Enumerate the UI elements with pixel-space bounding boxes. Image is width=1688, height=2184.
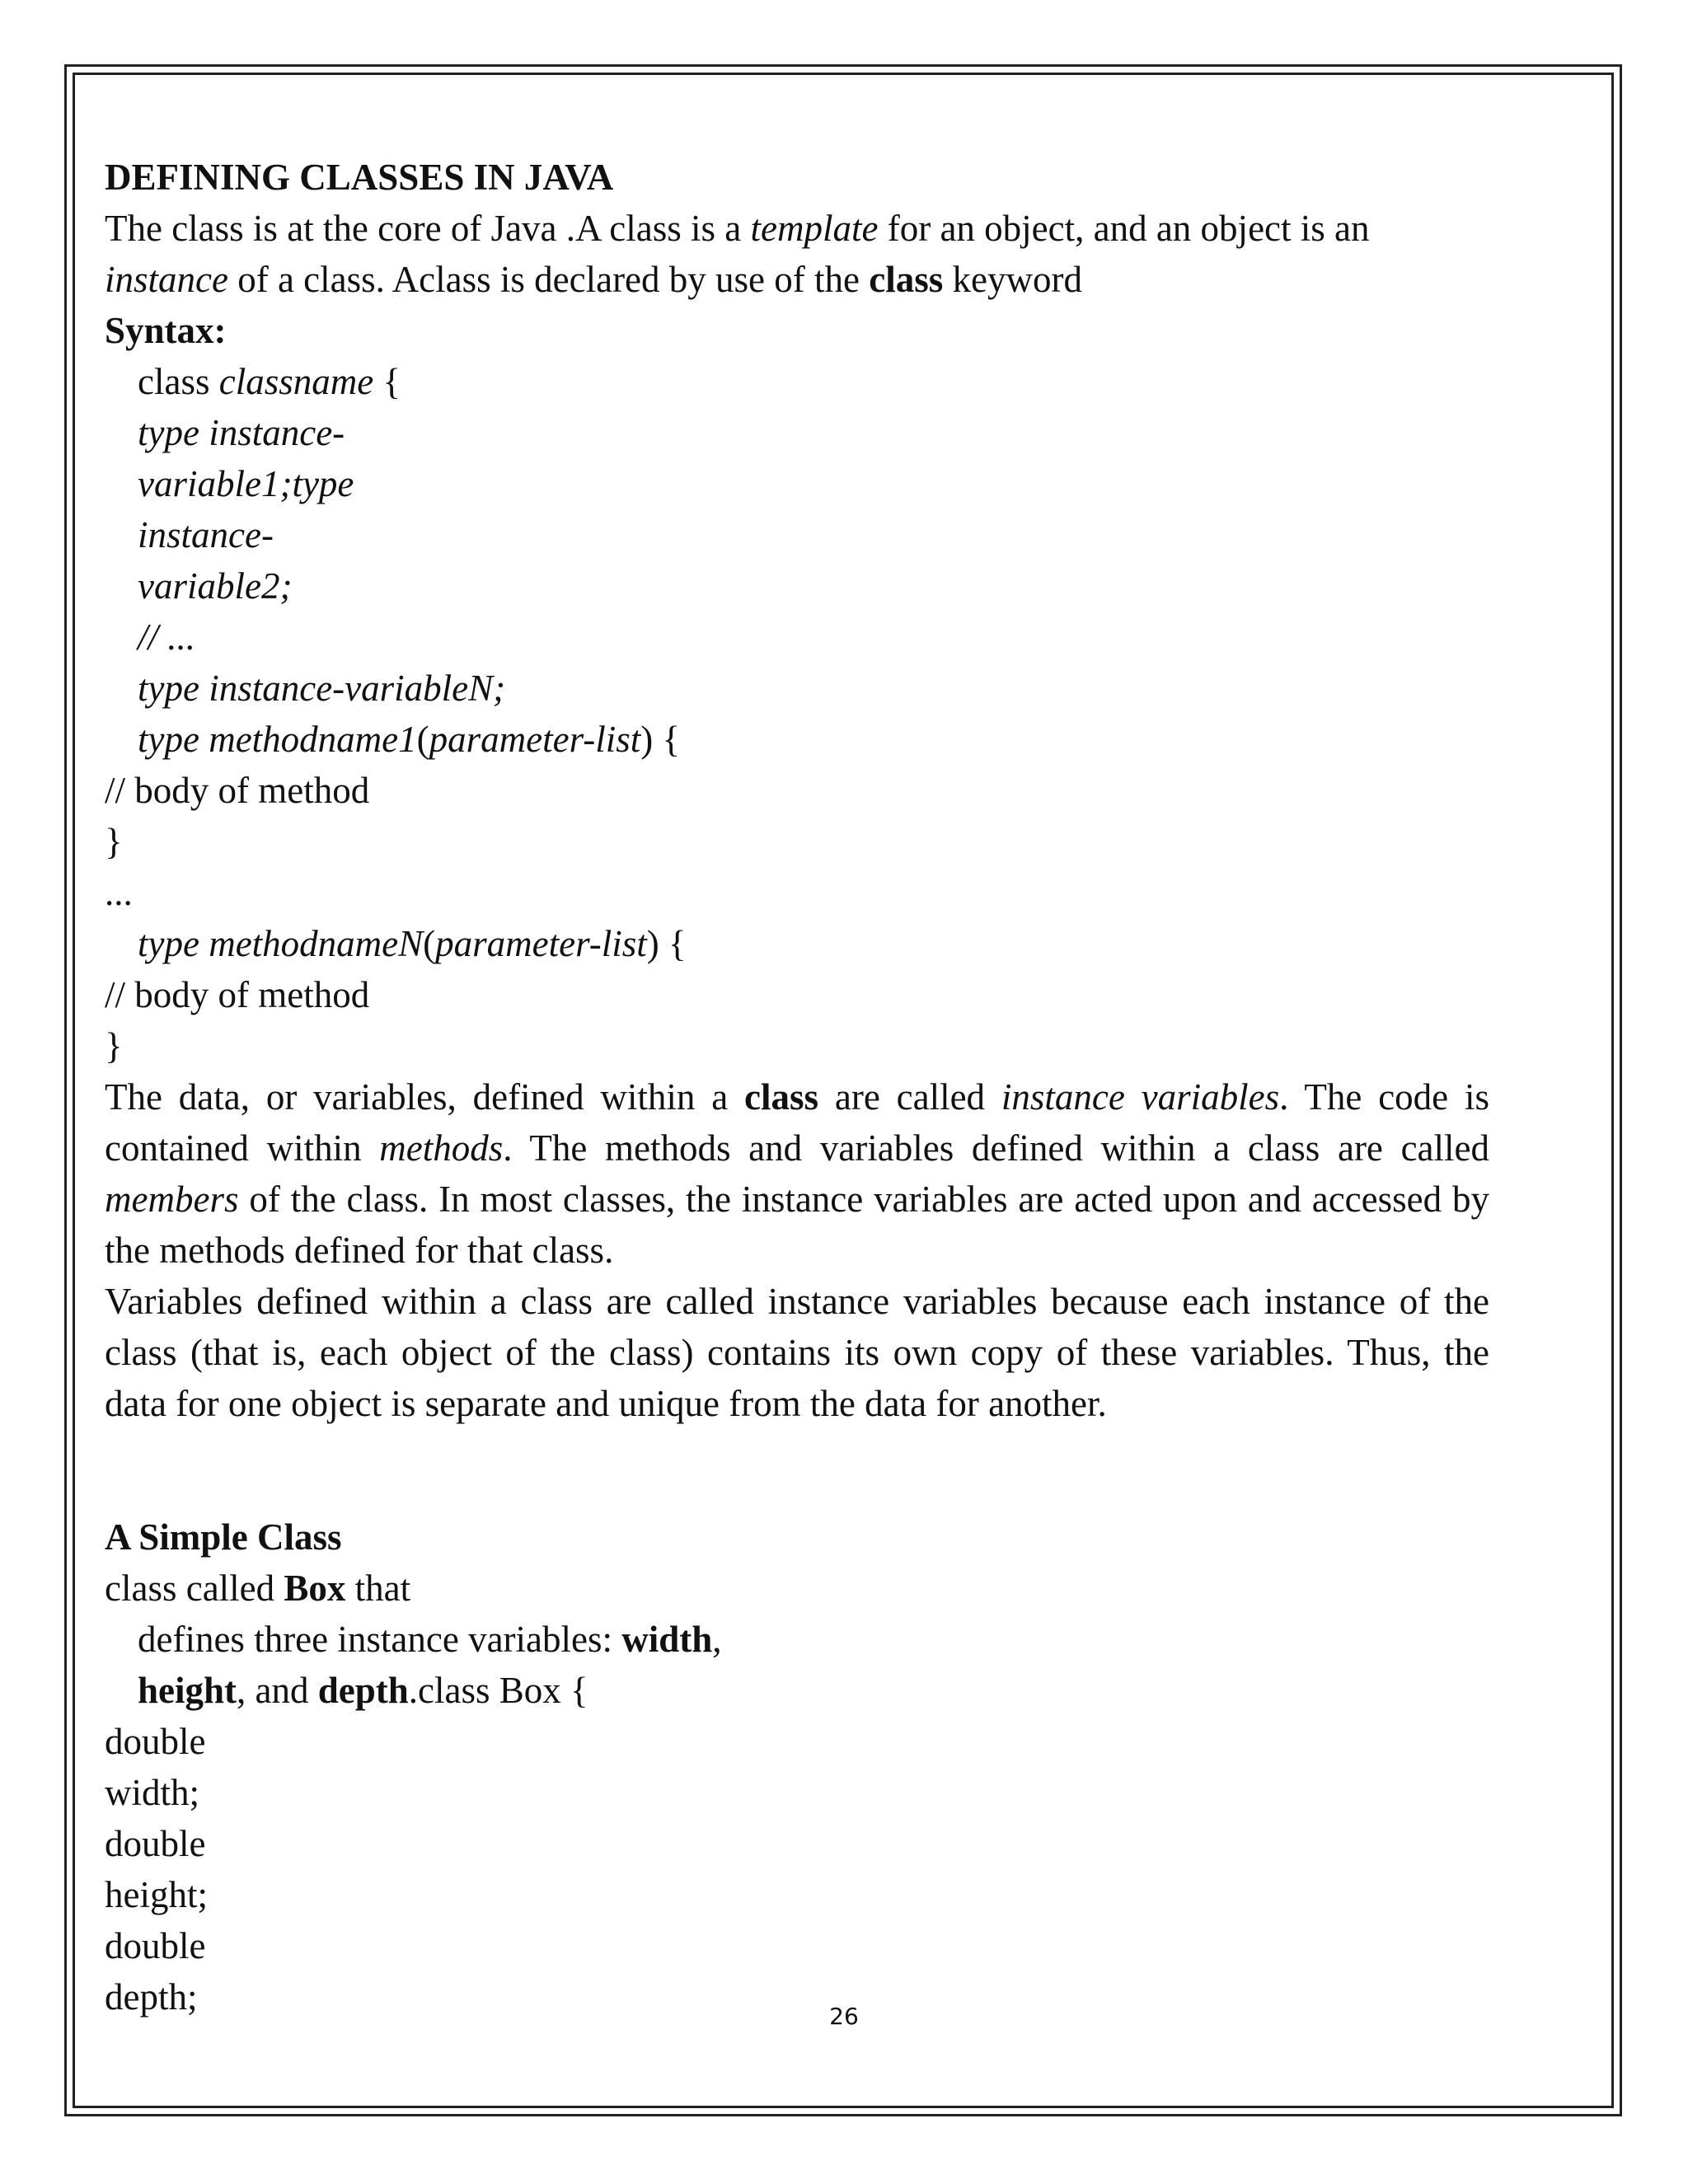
syntax-line: class classname {	[138, 361, 401, 402]
page-content	[105, 152, 1489, 2022]
syntax-line: // ...	[138, 616, 196, 658]
syntax-line: // body of method	[105, 770, 370, 811]
syntax-line: instance-	[138, 514, 274, 555]
code-line: height;	[105, 1874, 208, 1915]
syntax-line: // body of method	[105, 974, 370, 1015]
syntax-label: Syntax:	[105, 310, 227, 351]
syntax-line: variable2;	[138, 565, 293, 607]
syntax-block	[105, 356, 1489, 1071]
intro-line-2: instance of a class. Aclass is declared by use of the class keyword	[105, 259, 1082, 300]
syntax-line: type instance-	[138, 412, 345, 453]
syntax-line: type methodname1(parameter-list) {	[138, 719, 681, 760]
syntax-line: type instance-variableN;	[138, 668, 506, 709]
syntax-line: variable1;type	[138, 463, 354, 504]
syntax-line: }	[105, 1025, 123, 1066]
syntax-line: type methodnameN(parameter-list) {	[138, 923, 687, 964]
code-line: double	[105, 1925, 206, 1966]
section-heading: DEFINING CLASSES IN JAVA	[105, 157, 614, 198]
intro-line-1: The class is at the core of Java .A class is a template for an object, and an object is an	[105, 208, 1370, 249]
code-line: depth;	[105, 1976, 198, 2018]
syntax-line: }	[105, 821, 123, 862]
syntax-line: ...	[105, 872, 133, 913]
code-line: width;	[105, 1772, 200, 1813]
simple-class-line: defines three instance variables: width,	[138, 1619, 722, 1660]
code-line: double	[105, 1823, 206, 1864]
simple-class-line: class called Box that	[105, 1568, 411, 1609]
simple-class-line: height, and depth.class Box {	[138, 1670, 588, 1711]
instance-variables-paragraph: The data, or variables, defined within a class are called instance variables. The code is contained within methods. The methods and variables defined within a class are called members of the class. In most classes, the instance variables are acted upon and accessed by the methods defined for that class.	[105, 1076, 1489, 1271]
spacer	[105, 1429, 1489, 1511]
page-number: 26	[829, 2003, 859, 2030]
code-line: double	[105, 1721, 206, 1762]
simple-class-heading: A Simple Class	[105, 1516, 342, 1558]
variables-paragraph: Variables defined within a class are called instance variables because each instance of the class (that is, each object of the class) contains its own copy of these variables. Thus, the data for one object is separate and unique from the data for another.	[105, 1281, 1489, 1424]
